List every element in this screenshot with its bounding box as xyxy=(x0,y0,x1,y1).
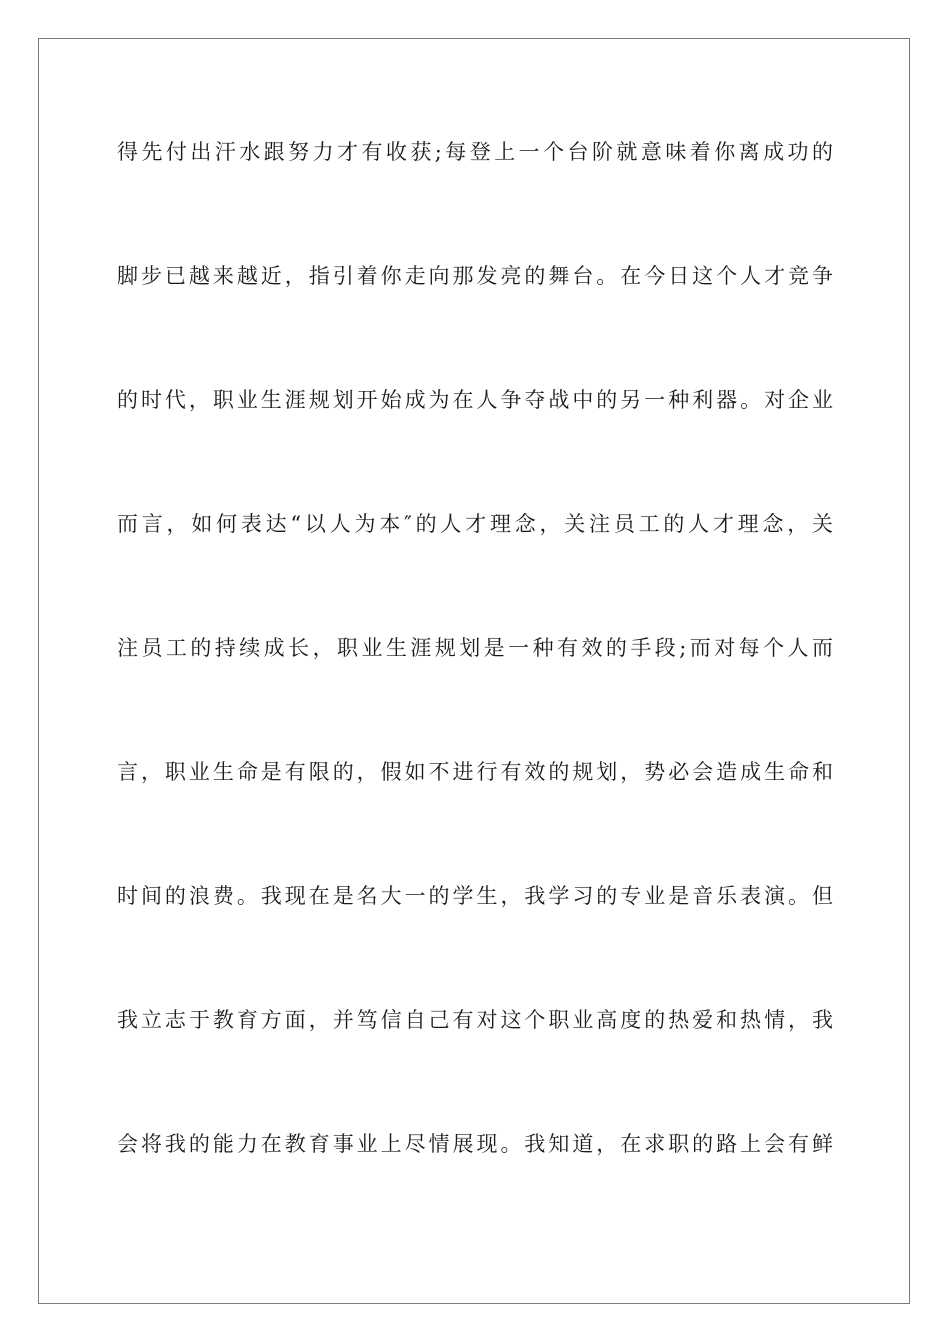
body-text-line-9: 会将我的能力在教育事业上尽情展现。我知道，在求职的路上会有鲜 xyxy=(117,1132,833,1156)
body-text-line-2: 脚步已越来越近，指引着你走向那发亮的舞台。在今日这个人才竞争 xyxy=(117,264,833,288)
body-text-line-8: 我立志于教育方面，并笃信自己有对这个职业高度的热爱和热情，我 xyxy=(117,1008,833,1032)
body-text-line-1: 得先付出汗水跟努力才有收获;每登上一个台阶就意味着你离成功的 xyxy=(117,140,833,164)
body-text-line-4: 而言，如何表达“以人为本″的人才理念，关注员工的人才理念，关 xyxy=(117,512,833,536)
body-text-line-3: 的时代，职业生涯规划开始成为在人争夺战中的另一种利器。对企业 xyxy=(117,388,833,412)
page-border xyxy=(38,38,910,1304)
body-text-line-7: 时间的浪费。我现在是名大一的学生，我学习的专业是音乐表演。但 xyxy=(117,884,833,908)
body-text-line-6: 言，职业生命是有限的，假如不进行有效的规划，势必会造成生命和 xyxy=(117,760,833,784)
body-text-line-5: 注员工的持续成长，职业生涯规划是一种有效的手段;而对每个人而 xyxy=(117,636,833,660)
